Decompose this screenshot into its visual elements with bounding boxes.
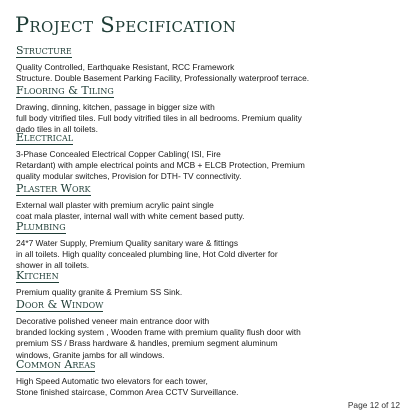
section-heading: Structure <box>16 44 72 57</box>
body-line: Quality Controlled, Earthquake Resistant, RCC Framework <box>16 62 235 72</box>
body-line: premium SS / Brass hardware & handles, premium segment aluminum <box>16 338 278 349</box>
body-line: High Speed Automatic two elevators for each tower, <box>16 376 208 386</box>
section-heading: Electrical <box>16 131 74 144</box>
body-line: Decorative polished veneer main entrance door with <box>16 316 210 326</box>
body-line: Drawing, dinning, kitchen, passage in bigger size with <box>16 102 215 112</box>
section-heading: Kitchen <box>16 269 59 282</box>
body-line: quality modular switches, Provision for DTH- TV connectivity. <box>16 171 242 182</box>
body-line: full body vitrified tiles. Full body vitrified tiles in all bedrooms. Premium quality <box>16 113 302 124</box>
section-heading: Plaster Work <box>16 182 91 195</box>
section-common-areas <box>16 355 406 398</box>
body-line: 24*7 Water Supply, Premium Quality sanitary ware & fittings <box>16 238 239 248</box>
page-title: Project Specification <box>15 13 237 37</box>
body-line: coat mala plaster, internal wall with white cement based putty. <box>16 211 245 222</box>
section-body <box>16 149 406 183</box>
section-body <box>16 376 406 398</box>
page-number: Page 12 of 12 <box>347 400 400 410</box>
body-line: Structure. Double Basement Parking Facility, Professionally waterproof terrace. <box>16 73 310 84</box>
section-electrical <box>16 128 406 183</box>
section-structure <box>16 41 406 84</box>
body-line: shower in all toilets. <box>16 260 90 271</box>
section-heading: Common Areas <box>16 358 96 371</box>
body-line: in all toilets. High quality concealed plumbing line, Hot Cold diverter for <box>16 249 278 260</box>
body-line: Premium quality granite & Premium SS Sink. <box>16 287 183 297</box>
section-kitchen <box>16 266 406 298</box>
section-heading: Plumbing <box>16 220 66 233</box>
section-plumbing <box>16 217 406 272</box>
body-line: Retardant) with ample electrical points and MCB + ELCB Protection, Premium <box>16 160 305 171</box>
section-door-window <box>16 295 406 361</box>
body-line: branded locking system , Wooden frame with premium quality flush door with <box>16 327 301 338</box>
section-heading: Flooring & Tiling <box>16 84 114 97</box>
section-plaster-work <box>16 179 406 222</box>
body-line: 3-Phase Concealed Electrical Copper Cabling( ISI, Fire <box>16 149 221 159</box>
body-line: Stone finished staircase, Common Area CCTV Surveillance. <box>16 387 239 398</box>
section-heading: Door & Window <box>16 298 104 311</box>
body-line: dado tiles in all toilets. <box>16 124 98 135</box>
body-line: External wall plaster with premium acrylic paint single <box>16 200 214 210</box>
body-line: windows, Granite jambs for all windows. <box>16 349 165 360</box>
